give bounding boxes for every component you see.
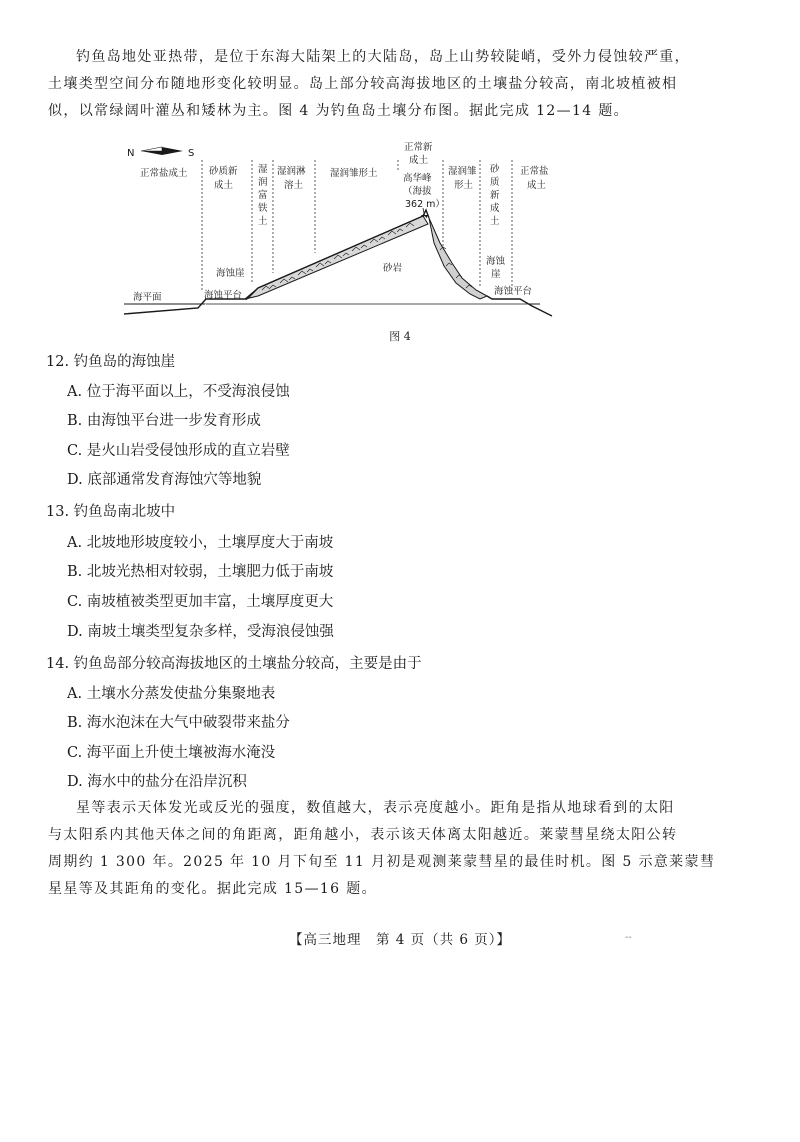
question-12-option-d: D. 底部通常发育海蚀穴等地貌 (67, 472, 262, 488)
intro-line-1: 钓鱼岛地处亚热带，是位于东海大陆架上的大陆岛，岛上山势较陡峭，受外力侵蚀较严重， (76, 49, 690, 65)
cliff-south-label: 海蚀崖 (486, 256, 506, 280)
compass-s-label: S (188, 148, 195, 159)
question-14-option-d: D. 海水中的盐分在沿岸沉积 (67, 774, 247, 790)
question-14-option-a: A. 土壤水分蒸发使盐分集聚地表 (67, 686, 276, 702)
zone-label-3: 湿润富铁土 (258, 164, 268, 227)
question-13-stem: 13. 钓鱼岛南北坡中 (46, 504, 176, 520)
question-14-option-b: B. 海水泡沫在大气中破裂带来盐分 (67, 715, 290, 731)
figure-4-soil-distribution (0, 138, 800, 328)
zone-label-6: 正常新成土 (404, 142, 433, 166)
question-13-option-b: B. 北坡光热相对较弱，土壤肥力低于南坡 (67, 564, 334, 580)
intro-line-2: 土壤类型空间分布随地形变化较明显。岛上部分较高海拔地区的土壤盐分较高，南北坡植被相 (48, 76, 678, 92)
zone-label-7: 湿润雏形土 (448, 166, 477, 191)
intro-paragraph (48, 44, 740, 125)
second-paragraph (48, 795, 740, 903)
zone-label-2: 砂质新成土 (209, 166, 238, 191)
second-line-2: 与太阳系内其他天体之间的角距离，距角越小，表示该天体离太阳越近。莱蒙彗星绕太阳公转 (48, 827, 678, 843)
rock-label: 砂岩 (383, 263, 403, 274)
question-14-option-c: C. 海平面上升使土壤被海水淹没 (67, 745, 276, 761)
figure-caption: 图 4 (389, 330, 411, 343)
question-13-option-a: A. 北坡地形坡度较小，土壤厚度大于南坡 (67, 535, 334, 551)
page-footer: 【高三地理 第 4 页（共 6 页）】 (288, 932, 512, 948)
sea-level-label: 海平面 (133, 292, 162, 303)
question-13-option-c: C. 南坡植被类型更加丰富，土壤厚度更大 (67, 594, 334, 610)
zone-label-4: 湿润淋溶土 (277, 166, 306, 191)
question-12-option-a: A. 位于海平面以上，不受海浪侵蚀 (67, 384, 290, 400)
compass-n-label: N (127, 148, 135, 159)
second-line-3: 周期约 1 300 年。2025 年 10 月下旬至 11 月初是观测莱蒙彗星的最佳时机。图 5 示意莱蒙彗 (48, 854, 716, 870)
question-13-option-d: D. 南坡土壤类型复杂多样，受海浪侵蚀强 (67, 624, 334, 640)
second-line-1: 星等表示天体发光或反光的强度，数值越大，表示亮度越小。距角是指从地球看到的太阳 (76, 800, 675, 816)
question-12-option-c: C. 是火山岩受侵蚀形成的直立岩壁 (67, 443, 290, 459)
footer-dash: -- (625, 932, 632, 943)
second-line-4: 星星等及其距角的变化。据此完成 15—16 题。 (48, 881, 377, 897)
zone-label-9: 正常盐成土 (520, 166, 549, 191)
question-14-stem: 14. 钓鱼岛部分较高海拔地区的土壤盐分较高，主要是由于 (46, 656, 422, 672)
platform-south-label: 海蚀平台 (494, 286, 533, 297)
question-12-option-b: B. 由海蚀平台进一步发育形成 (67, 413, 261, 429)
platform-north-label: 海蚀平台 (204, 290, 243, 301)
zone-label-5: 湿润雏形土 (330, 168, 378, 179)
peak-label: 高华峰（海拔 362 m） (403, 173, 445, 210)
cliff-north-label: 海蚀崖 (216, 268, 245, 279)
question-12-stem: 12. 钓鱼岛的海蚀崖 (46, 354, 176, 370)
zone-label-8: 砂质新成土 (490, 164, 500, 227)
intro-line-3: 似，以常绿阔叶灌丛和矮林为主。图 4 为钓鱼岛土壤分布图。据此完成 12—14 题。 (48, 103, 630, 119)
compass-arrow-icon (141, 147, 183, 155)
zone-label-1: 正常盐成土 (140, 168, 188, 179)
